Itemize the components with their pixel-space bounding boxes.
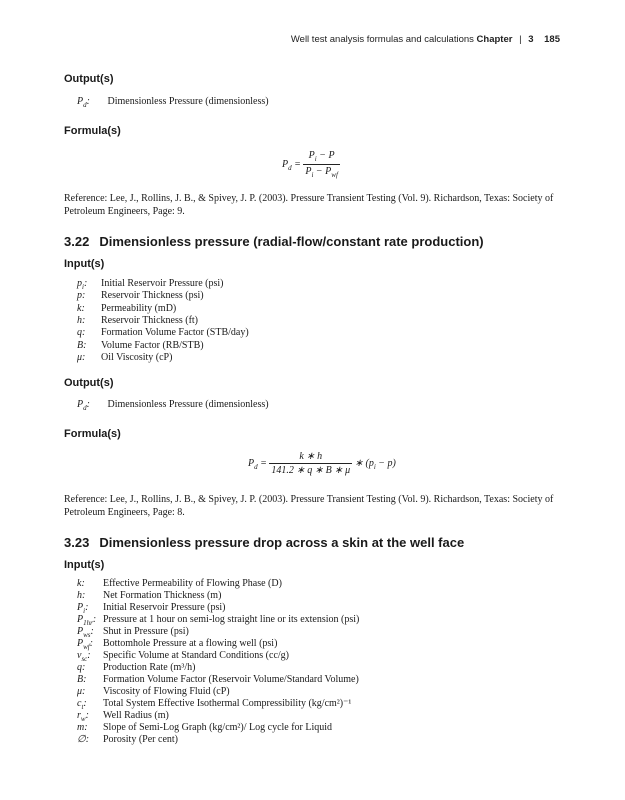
input-description: Reservoir Thickness (ft) — [101, 314, 199, 326]
input-symbol: μ: — [77, 351, 86, 363]
input-description: Total System Effective Isothermal Compressibility (kg/cm²)⁻¹ — [103, 698, 352, 709]
input-symbol: $c_t$: — [77, 698, 87, 711]
input-symbol: B: — [77, 674, 87, 685]
reference-3-22: Reference: Lee, J., Rollins, J. B., & Spivey, J. P. (2003). Pressure Transient Testing (Vol. 9). Richardson, Texas: Society of Petroleum Engineers, Page: 8. — [64, 494, 554, 518]
formula-1: $P_d$ = $\frac{P_i - P}{P_i - P_{wf}}$ — [282, 150, 338, 179]
input-symbol: $r_w$: — [77, 710, 89, 723]
input-description: Volume Factor (RB/STB) — [101, 339, 204, 351]
chapter-label: Chapter — [476, 34, 513, 45]
input-symbol: $P_{wf}$: — [77, 638, 94, 651]
input-description: Shut in Pressure (psi) — [103, 626, 189, 637]
input-symbol: $v_{sc}$: — [77, 650, 91, 663]
sec322-input-row — [77, 327, 249, 340]
input-description: Initial Reservoir Pressure (psi) — [103, 602, 226, 613]
input-symbol: μ: — [77, 686, 86, 697]
input-symbol: h: — [77, 590, 86, 601]
input-description: Effective Permeability of Flowing Phase (D) — [103, 578, 282, 589]
sec322-input-row — [77, 340, 204, 353]
input-symbol: p: — [77, 290, 86, 302]
section-3-22-title: 3.22 Dimensionless pressure (radial-flow/constant rate production) — [64, 234, 484, 249]
sec322-input-row — [77, 278, 223, 291]
running-header: Well test analysis formulas and calculations Chapter | 3 185 — [290, 34, 560, 45]
input-symbol: $P_{ws}$: — [77, 626, 94, 639]
input-description: Production Rate (m³/h) — [103, 662, 196, 673]
input-heading-3-23: Input(s) — [64, 559, 105, 571]
running-title: Well test analysis formulas and calculations — [290, 34, 474, 45]
output-row-1: $P_d$: Dimensionless Pressure (dimensionless) — [77, 96, 269, 109]
input-symbol: m: — [77, 722, 88, 733]
formula-3-22: $P_d$ = $\frac{k ∗ h}{141.2 ∗ q ∗ B ∗ \mu}$ ∗ $(p_i - p)$ — [248, 451, 396, 476]
formula-heading-1: Formula(s) — [64, 125, 121, 137]
sec322-input-row — [77, 290, 204, 303]
input-symbol: B: — [77, 339, 87, 351]
sec322-input-row — [77, 352, 172, 365]
input-symbol: q: — [77, 662, 86, 673]
input-symbol: h: — [77, 314, 86, 326]
formula-heading-3-22: Formula(s) — [64, 428, 121, 440]
input-description: Viscosity of Flowing Fluid (cP) — [103, 686, 230, 697]
input-description: Reservoir Thickness (psi) — [101, 290, 204, 302]
sec322-input-row — [77, 315, 198, 328]
input-symbol: k: — [77, 302, 85, 314]
input-description: Slope of Semi-Log Graph (kg/cm²)/ Log cycle for Liquid — [103, 722, 333, 733]
chapter-number: 3 — [528, 34, 534, 45]
input-heading-3-22: Input(s) — [64, 258, 105, 270]
input-description: Pressure at 1 hour on semi-log straight line or its extension (psi) — [103, 614, 360, 625]
input-description: Oil Viscosity (cP) — [101, 351, 173, 363]
input-symbol: k: — [77, 578, 85, 589]
input-symbol: $p_i$: — [77, 278, 88, 291]
input-description: Formation Volume Factor (Reservoir Volume/Standard Volume) — [103, 674, 359, 685]
sec323-input-row — [77, 734, 178, 747]
output-heading-3-22: Output(s) — [64, 377, 114, 389]
input-description: Initial Reservoir Pressure (psi) — [101, 278, 224, 289]
input-description: Porosity (Per cent) — [103, 734, 178, 745]
input-description: Permeability (mD) — [101, 302, 177, 314]
input-symbol: $P_{1hr}$: — [77, 614, 97, 627]
input-symbol: q: — [77, 327, 86, 339]
input-symbol: ∅: — [77, 734, 90, 745]
input-symbol: $P_i$: — [77, 602, 89, 615]
output-heading-1: Output(s) — [64, 73, 114, 85]
input-description: Well Radius (m) — [103, 710, 169, 721]
reference-1: Reference: Lee, J., Rollins, J. B., & Spivey, J. P. (2003). Pressure Transient Testing (Vol. 9). Richardson, Texas: Society of Petroleum Engineers, Page: 9. — [64, 193, 554, 217]
sec322-input-row — [77, 303, 176, 316]
page-number: 185 — [544, 34, 560, 45]
input-description: Formation Volume Factor (STB/day) — [101, 327, 249, 339]
input-description: Specific Volume at Standard Conditions (cc/g) — [103, 650, 289, 661]
output-row-3-22: $P_d$: Dimensionless Pressure (dimensionless) — [77, 399, 269, 412]
input-description: Bottomhole Pressure at a flowing well (psi) — [103, 638, 278, 649]
input-description: Net Formation Thickness (m) — [103, 590, 222, 601]
section-3-23-title: 3.23 Dimensionless pressure drop across a skin at the well face — [64, 535, 465, 550]
